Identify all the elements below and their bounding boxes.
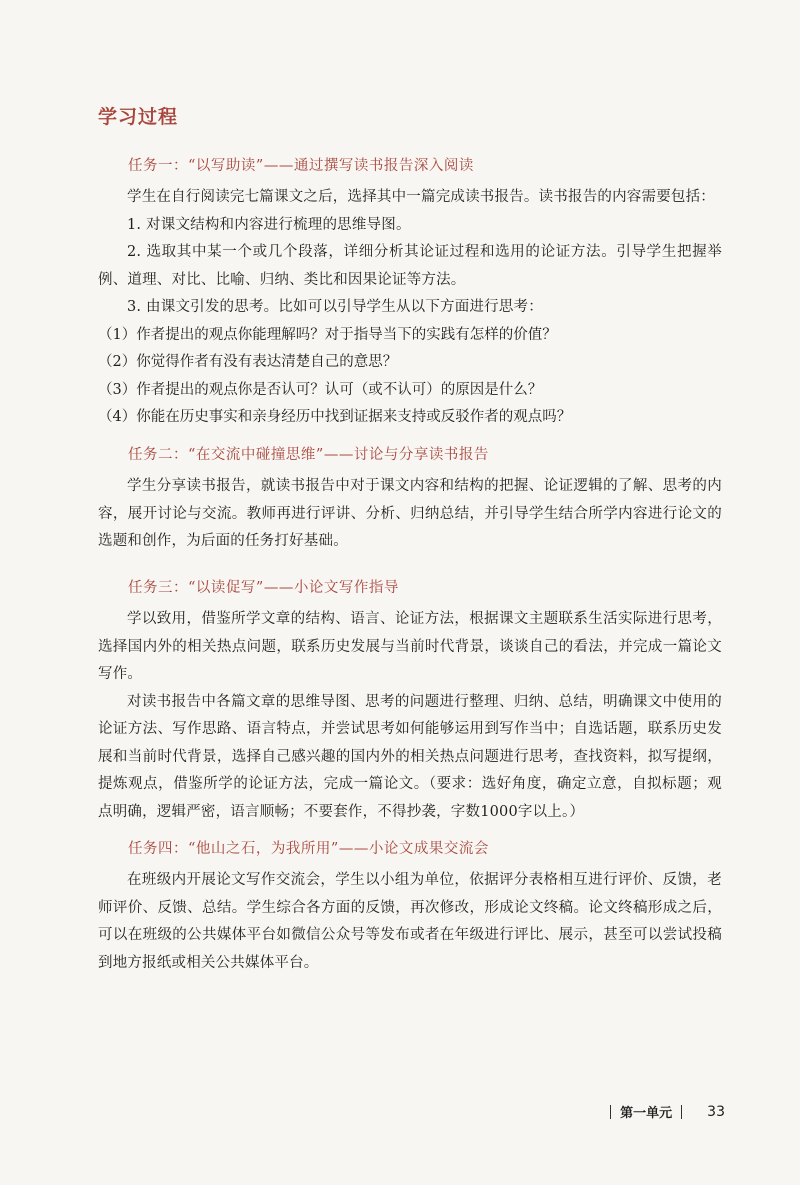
task-3-paragraph-1: 学以致用，借鉴所学文章的结构、语言、论证方法，根据课文主题联系生活实际进行思考，选择国内外的相关热点问题，联系历史发展与当前时代背景，谈谈自己的看法，并完成一篇论文写作。	[98, 611, 722, 682]
task-2-paragraph: 学生分享读书报告，就读书报告中对于课文内容和结构的把握、论证逻辑的了解、思考的内容，展开讨论与交流。教师再进行评讲、分析、归纳总结，并引导学生结合所学内容进行论文的选题和创作，为后面的任务打好基础。	[98, 478, 722, 549]
task-2	[98, 444, 722, 556]
task-1-subitem-4: （4）你能在历史事实和亲身经历中找到证据来支持或反驳作者的观点吗？	[98, 409, 572, 425]
page-number: 33	[707, 1103, 725, 1120]
task-2-heading: 任务二：“在交流中碰撞思维”——讨论与分享读书报告	[128, 447, 489, 463]
task-4	[98, 838, 722, 977]
task-1-item-3: 3. 由课文引发的思考。比如可以引导学生从以下方面进行思考：	[127, 299, 543, 315]
task-1-item-1: 1. 对课文结构和内容进行梳理的思维导图。	[127, 216, 411, 233]
task-4-paragraph: 在班级内开展论文写作交流会，学生以小组为单位，依据评分表格相互进行评价、反馈，老师评价、反馈、总结。学生综合各方面的反馈，再次修改，形成论文终稿。论文终稿形成之后，可以在班级的公共媒体平台如微信公众号等发布或者在年级进行评比、展示，甚至可以尝试投稿到地方报纸或相关公共媒体平台。	[98, 872, 722, 971]
task-3	[98, 577, 722, 826]
footer-divider-right	[681, 1105, 682, 1119]
task-1-subitem-3: （3）作者提出的观点你是否认可？认可（或不认可）的原因是什么？	[98, 381, 543, 398]
page-footer	[601, 1102, 725, 1121]
task-3-heading: 任务三：“以读促写”——小论文写作指导	[128, 580, 399, 596]
task-1	[98, 155, 722, 432]
task-1-item-2: 2. 选取其中某一个或几个段落，详细分析其论证过程和选用的论证方法。引导学生把握举例、道理、对比、比喻、归纳、类比和因果论证等方法。	[98, 244, 722, 288]
task-1-subitem-1: （1）作者提出的观点你能理解吗？对于指导当下的实践有怎样的价值？	[98, 326, 557, 343]
task-1-intro: 学生在自行阅读完七篇课文之后，选择其中一篇完成读书报告。读书报告的内容需要包括：	[127, 189, 715, 205]
task-4-heading: 任务四：“他山之石，为我所用”——小论文成果交流会	[128, 841, 489, 857]
task-3-paragraph-2: 对读书报告中各篇文章的思维导图、思考的问题进行整理、归纳、总结，明确课文中使用的论证方法、写作思路、语言特点，并尝试思考如何能够运用到写作当中；自选话题，联系历史发展和当前时代背景，选择自己感兴趣的国内外的相关热点问题进行思考，查找资料，拟写提纲，提炼观点，借鉴所学的论证方法，完成一篇论文。（要求：选好角度，确定立意，自拟标题；观点明确，逻辑严密，语言顺畅；不要套作，不得抄袭，字数1000字以上。）	[98, 693, 722, 820]
footer-unit-label: 第一单元	[620, 1106, 673, 1121]
section-title: 学习过程	[98, 106, 179, 128]
task-1-heading: 任务一：“以写助读”——通过撰写读书报告深入阅读	[128, 158, 474, 174]
task-1-subitem-2: （2）你觉得作者有没有表达清楚自己的意思？	[98, 354, 398, 370]
footer-divider-left	[610, 1105, 611, 1119]
